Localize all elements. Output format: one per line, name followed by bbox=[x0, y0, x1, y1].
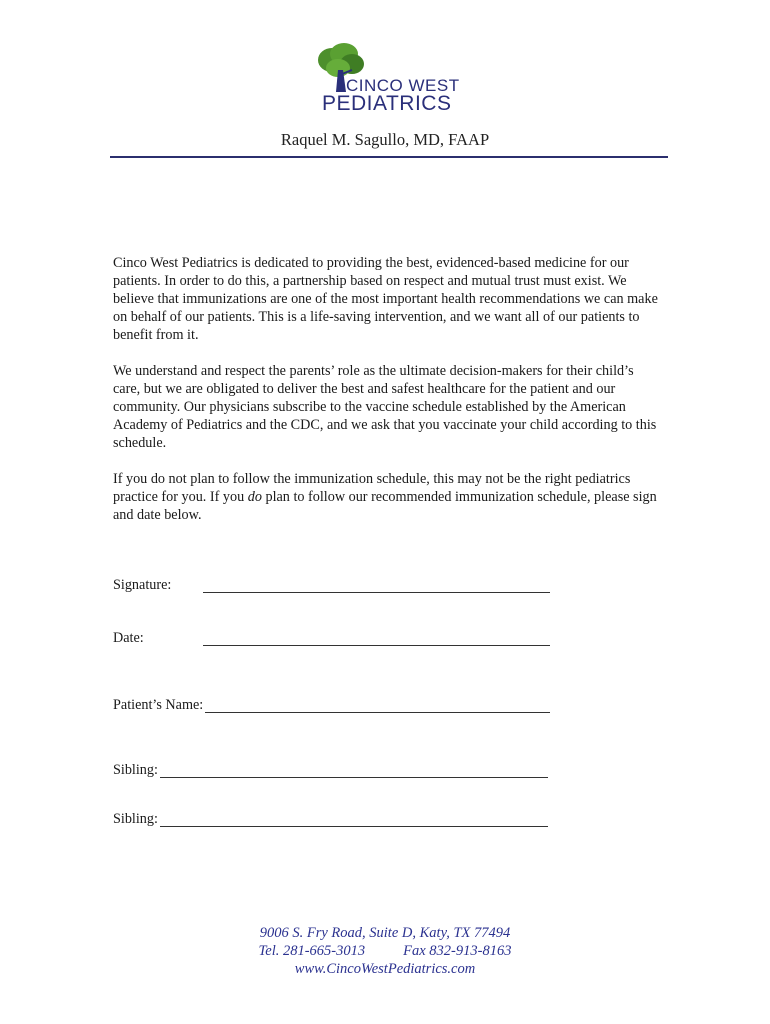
signature-line[interactable] bbox=[203, 592, 550, 593]
sibling-line-1[interactable] bbox=[160, 777, 548, 778]
logo-line-1: CINCO WEST bbox=[346, 76, 460, 95]
paragraph-3 bbox=[113, 470, 663, 524]
paragraph-3-part-a: If you do not plan to follow the immunization schedule, this may not be the right pediatrics practice for you. If you bbox=[113, 471, 631, 505]
logo-line-2: PEDIATRICS bbox=[322, 92, 452, 115]
date-label: Date: bbox=[113, 630, 144, 646]
logo bbox=[312, 40, 472, 120]
paragraph-1: Cinco West Pediatrics is dedicated to providing the best, evidenced-based medicine for our patients. In order to do this, a partnership based on respect and mutual trust must exist. We believe that immunizations are one of the most important health recommendations we can make on behalf of our patients. This is a life-saving intervention, and we want all of our patients to benefit from it. bbox=[113, 255, 658, 343]
letter-body bbox=[113, 254, 663, 542]
footer-website[interactable]: www.CincoWestPediatrics.com bbox=[294, 961, 476, 977]
footer-fax: Fax 832-913-8163 bbox=[403, 943, 512, 959]
signature-label: Signature: bbox=[113, 577, 172, 593]
paragraph-3-emphasis: do bbox=[247, 489, 262, 505]
patient-name-line[interactable] bbox=[205, 712, 550, 713]
patient-name-label: Patient’s Name: bbox=[113, 697, 204, 713]
header-divider bbox=[110, 156, 668, 158]
sibling-label-2: Sibling: bbox=[113, 811, 158, 827]
sibling-label-1: Sibling: bbox=[113, 762, 158, 778]
footer-phone-row bbox=[0, 942, 770, 960]
footer-address: 9006 S. Fry Road, Suite D, Katy, TX 77494 bbox=[259, 925, 511, 941]
footer bbox=[0, 924, 770, 978]
sibling-line-2[interactable] bbox=[160, 826, 548, 827]
paragraph-3-part-b: plan to follow our recommended immunization schedule, please sign and date below. bbox=[113, 489, 657, 523]
date-line[interactable] bbox=[203, 645, 550, 646]
doctor-name: Raquel M. Sagullo, MD, FAAP bbox=[280, 130, 490, 149]
footer-tel: Tel. 281-665-3013 bbox=[258, 943, 366, 959]
paragraph-2: We understand and respect the parents’ role as the ultimate decision-makers for their child’s care, but we are obligated to deliver the best and safest healthcare for the patient and our community. Our physicians subscribe to the vaccine schedule established by the American Academy of Pediatrics and the CDC, and we ask that you vaccinate your child according to this schedule. bbox=[113, 363, 657, 451]
